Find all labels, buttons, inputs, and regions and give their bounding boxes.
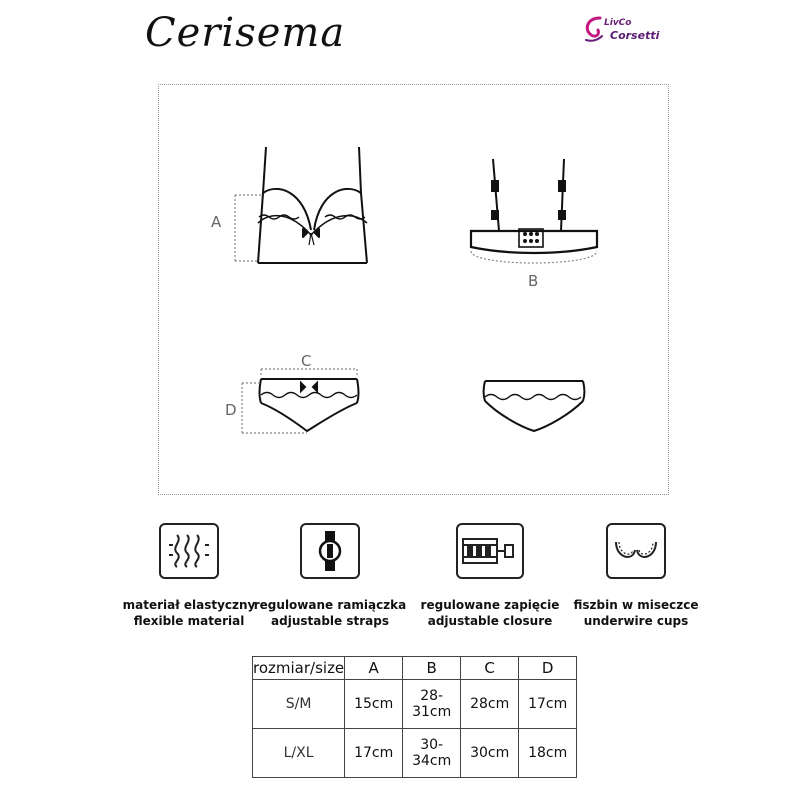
size-table-row (253, 729, 577, 778)
size-value: 30-34cm (403, 729, 461, 778)
size-table (252, 656, 577, 778)
size-label: L/XL (253, 729, 345, 778)
feature-label-en: underwire cups (583, 614, 689, 628)
dimension-d (242, 383, 307, 433)
bra-back-sketch (471, 159, 597, 253)
feature-adjustable-straps (240, 523, 420, 629)
brand-name: Cerisema (145, 10, 346, 56)
size-table-corner: rozmiar/size (253, 657, 345, 680)
label-b: B (528, 272, 539, 290)
feature-label-pl: regulowane ramiączka (253, 598, 407, 612)
garment-sketches (159, 85, 670, 496)
size-value: 18cm (519, 729, 577, 778)
size-value: 28-31cm (403, 680, 461, 729)
brand-logo (580, 14, 680, 48)
underwire-cups-icon (606, 523, 666, 579)
feature-label-en: flexible material (133, 614, 245, 628)
size-table-col-c: C (461, 657, 519, 680)
feature-label-pl: regulowane zapięcie (420, 598, 560, 612)
size-value: 17cm (345, 729, 403, 778)
size-table-col-d: D (519, 657, 577, 680)
feature-underwire-cups (546, 523, 726, 629)
flexible-material-icon (159, 523, 219, 579)
size-value: 15cm (345, 680, 403, 729)
feature-label-en: adjustable straps (271, 614, 389, 628)
logo-text-livco: LivCo (604, 18, 632, 28)
label-c: C (301, 352, 312, 370)
size-value: 28cm (461, 680, 519, 729)
size-label: S/M (253, 680, 345, 729)
size-value: 17cm (519, 680, 577, 729)
garment-diagram-frame (158, 84, 669, 495)
size-table-row (253, 680, 577, 729)
logo-swirl-icon (580, 14, 606, 44)
label-a: A (211, 213, 222, 231)
panty-back-sketch (484, 381, 585, 431)
adjustable-closure-icon (456, 523, 524, 579)
feature-label-pl: materiał elastyczny (122, 598, 256, 612)
size-table-header-row (253, 657, 577, 680)
size-table-col-a: A (345, 657, 403, 680)
feature-label-pl: fiszbin w miseczce (573, 598, 699, 612)
bra-front-sketch (258, 147, 367, 263)
panty-front-sketch (260, 379, 359, 431)
size-value: 30cm (461, 729, 519, 778)
adjustable-straps-icon (300, 523, 360, 579)
feature-label-en: adjustable closure (427, 614, 553, 628)
size-table-col-b: B (403, 657, 461, 680)
label-d: D (225, 401, 237, 419)
logo-text-corsetti: Corsetti (610, 29, 660, 42)
